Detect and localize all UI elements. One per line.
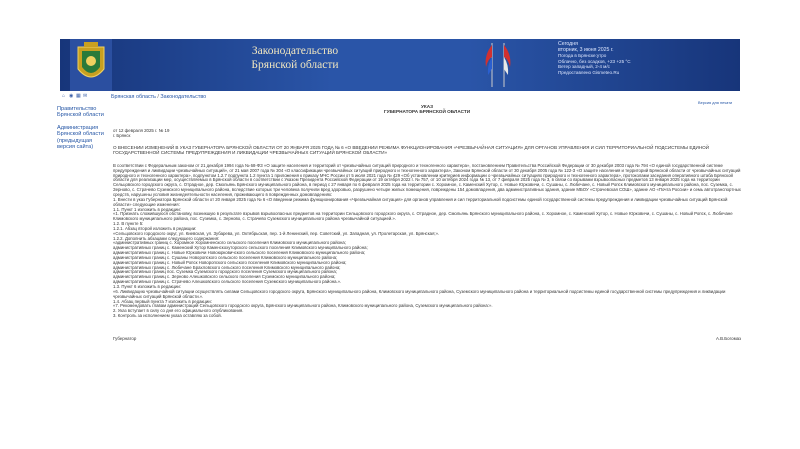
weather-line: Ветер западный, 2-4 м/с bbox=[558, 64, 610, 70]
print-version-link[interactable]: Версия для печати bbox=[698, 100, 733, 105]
breadcrumb bbox=[111, 94, 206, 100]
paragraph: «1. Признать сложившуюся обстановку, возникшую в результате взрывов взрывоопасных предметов на территории Сельцовского городского округа, с. Отрадное, дер. Смольянь Брянского муниципального района, с. Хоромное, с. Каменский Хутор, с. Новые Юрковичи, с. Сушаны, с. Новый Ропск, с. Любечане Климовского муниципального района, пос. Суземка, с. Зерново, с. Страчево Суземского муниципального района чрезвычайной ситуацией.». bbox=[113, 211, 733, 222]
sidebar-icons bbox=[62, 94, 107, 100]
paragraph: 1.3. Пункт 6 изложить в редакции: bbox=[113, 284, 181, 289]
site-title-line1: Законодательство bbox=[251, 45, 339, 57]
paragraph: «6. Ликвидацию чрезвычайной ситуации осуществлять силами Сельцовского городского округа, Брянского муниципального района, Климовского муниципального района, Суземского муниципального района и территориальной подсистемы единой государственной системы предупреждения и ликвидации чрезвычайных ситуаций Брянской области.». bbox=[113, 288, 726, 299]
site-title-line2: Брянской области bbox=[251, 59, 339, 71]
breadcrumb-legislation[interactable]: Законодательство bbox=[160, 94, 207, 100]
breadcrumb-separator: / bbox=[155, 94, 161, 100]
document-heading: УКАЗ bbox=[420, 104, 434, 109]
document-place: г. Брянск bbox=[113, 132, 131, 138]
coat-of-arms-icon bbox=[70, 39, 112, 91]
document-body bbox=[113, 164, 741, 319]
home-icon[interactable]: ⌂ bbox=[62, 93, 66, 99]
paragraph: 1.2.2. Дополнить абзацами следующего содержания: bbox=[113, 235, 220, 241]
document-title: О ВНЕСЕНИИ ИЗМЕНЕНИЙ В УКАЗ ГУБЕРНАТОРА БРЯНСКОЙ ОБЛАСТИ ОТ 20 ЯНВАРЯ 2025 ГОДА № 6 «О ВВЕДЕНИИ РЕЖИМА ФУНКЦИОНИРОВАНИЯ «ЧРЕЗВЫЧАЙНАЯ СИТУАЦИЯ» ДЛЯ ОРГАНОВ УПРАВЛЕНИЯ И СИЛ ТЕРРИТОРИАЛЬНОЙ ПОДСИСТЕМЫ ЕДИНОЙ ГОСУДАРСТВЕННОЙ СИСТЕМЫ ПРЕДУПРЕЖДЕНИЯ И ЛИКВИДАЦИИ ЧРЕЗВЫЧАЙНЫХ СИТУАЦИЙ БРЯНСКОЙ ОБЛАСТИ» bbox=[113, 144, 710, 155]
paragraph: 1.4. Абзац первый пункта 7 изложить в редакции: bbox=[113, 298, 212, 304]
weather-line: Облачно, без осадков, +23 +25 °С bbox=[558, 58, 631, 64]
weather-line: вторник, 3 июня 2025 г. bbox=[558, 46, 614, 53]
paragraph: административных границ с. Сушаны Новоропского сельского поселения Климовского муниципального района; bbox=[113, 254, 338, 260]
signature-name: А.В.Богомаз bbox=[716, 335, 741, 341]
signature-block bbox=[113, 337, 741, 342]
paragraph: 1. Внести в указ Губернатора Брянской области от 20 января 2025 года № 6 «О введении режима функционирования «Чрезвычайная ситуация» для органов управления и сил территориальной подсистемы единой государственной системы предупреждения и ликвидации чрезвычайных ситуаций Брянской области» следующие изменения: bbox=[113, 196, 728, 207]
flags-icon bbox=[478, 41, 518, 89]
paragraph: 3. Контроль за исполнением указа оставляю за собой. bbox=[113, 313, 222, 319]
paragraph: административных границ с. Каменский Хутор Каменскохуторского сельского поселения Климовского муниципального района; bbox=[113, 245, 368, 251]
mail-icon[interactable]: ✉ bbox=[83, 93, 88, 99]
weather-line: Сегодня bbox=[558, 41, 578, 47]
paragraph: административных границ пос. Суземка Суземского городского поселения Суземского муниципального района; bbox=[113, 269, 337, 275]
weather-line: Предоставлено Gismeteo.Ru bbox=[558, 69, 620, 75]
banner-background bbox=[60, 39, 740, 91]
paragraph: 2. Указ вступает в силу со дня его официального опубликования. bbox=[113, 308, 244, 314]
signature-position: Губернатор bbox=[113, 335, 137, 341]
paragraph: «Сельцовского городского округ, ул. Киевская, ул. Зубарева, ул. Октябрьская, пер. 1-й Ленинский, пер. Советский, ул. Западная, ул. Пролетарская, ул. Брянская;». bbox=[113, 230, 440, 236]
sidebar-item-government[interactable]: Правительство Брянской области bbox=[57, 106, 104, 119]
weather-widget bbox=[558, 42, 631, 76]
document-subheading: ГУБЕРНАТОРА БРЯНСКОЙ ОБЛАСТИ bbox=[383, 109, 471, 115]
paragraph: 1.2.1. Абзац второй изложить в редакции: bbox=[113, 225, 197, 231]
document-date: от 12 февраля 2025 г. № 19 bbox=[113, 127, 170, 133]
document bbox=[113, 104, 741, 342]
rss-icon[interactable]: ◉ bbox=[69, 93, 74, 99]
paragraph: административных границ с. Страчево Алешковского сельского поселения Суземского муниципального района.». bbox=[113, 279, 342, 285]
paragraph: административных границ с. Любечане Брахловского сельского поселения Климовского муниципального района; bbox=[113, 264, 341, 270]
paragraph: «административных границ с. Хоромное Хоромненского сельского поселения Климовского муниципального района; bbox=[113, 240, 346, 246]
site-title bbox=[240, 44, 350, 72]
sitemap-icon[interactable]: ▦ bbox=[76, 93, 81, 99]
paragraph: административных границ с. Зерново Алешковского сельского поселения Суземского муниципального района; bbox=[113, 274, 336, 280]
sidebar bbox=[57, 94, 107, 150]
paragraph: 1.1. Пункт 1 изложить в редакции: bbox=[113, 206, 181, 212]
paragraph: административных границ с. Новые Юрковичи Новоюрковичского сельского поселения Климовского муниципального района; bbox=[113, 250, 366, 256]
site-banner bbox=[60, 39, 740, 91]
paragraph: «7. Рекомендовать главам администраций Сельцовского городского округа, Брянского муниципального района, Климовского муниципального района, Суземского муниципального района:». bbox=[113, 303, 493, 309]
paragraph: административных границ с. Новый Ропск Новоропского сельского поселения Климовского муниципального района; bbox=[113, 259, 347, 265]
weather-line: Погода в Брянске:утро bbox=[558, 53, 607, 59]
paragraph: 1.2. В пункте 5: bbox=[113, 221, 144, 227]
paragraph: В соответствии с Федеральным законом от 21 декабря 1994 года № 68-ФЗ «О защите населения и территорий от чрезвычайных ситуаций природного и техногенного характера», постановлением Правительства Российской Федерации от 30 декабря 2003 года № 794 «О единой государственной системе предупреждения и ликвидации чрезвычайных ситуаций», от 21 мая 2007 года № 304 «О классификации чрезвычайных ситуаций природного и техногенного характера», Законом Брянской области от 30 декабря 2005 года № 122-З «О защите населения и территорий Брянской области от чрезвычайных ситуаций природного и техногенного характера», подпунктом 1.2.7 подпункта 1.2 пункта 1 приложения к приказу МЧС России от 5 июля 2021 года № 429 «Об установлении критериев информации о чрезвычайных ситуациях природного и техногенного характера», протоколами заседания оперативного штаба Брянской области для реализации мер, осуществляемых в Брянской области в соответствии с Указом Президента Российской Федерации от 19 октября 2022 г. № 757, от 10 октября 2024 года № 13, от 7 февраля 2025 года № 3, в связи со взрывами взрывоопасных предметов 13 января 2025 года на территории Сельцовского городского округа, с. Отрадное, дер. Смольянь Брянского муниципального района, в период с 27 января по 6 февраля 2025 года на территории с. Хоромное, с. Каменский Хутор, с. Новые Юрковичи, с. Сушаны, с. Любечане, с. Новый Ропск Климовского муниципального района, пос. Суземка, с. Зерново, с. Страчево Суземского муниципального района, вследствие которых три человека получили вред здоровью, разрушено четыре жилых помещения, повреждены 154 домовладения, два административных здания, здание МБОУ «Страчевская СОШ», здание АО «Почта России» и семь автотранспортных средств, нарушены условия жизнедеятельности населения, проживающего в поврежденных домовладениях: bbox=[113, 162, 741, 197]
breadcrumb-region[interactable]: Брянская область bbox=[111, 94, 156, 100]
sidebar-item-administration[interactable]: Администрация Брянской области (предыдущая версия сайта) bbox=[57, 124, 104, 151]
